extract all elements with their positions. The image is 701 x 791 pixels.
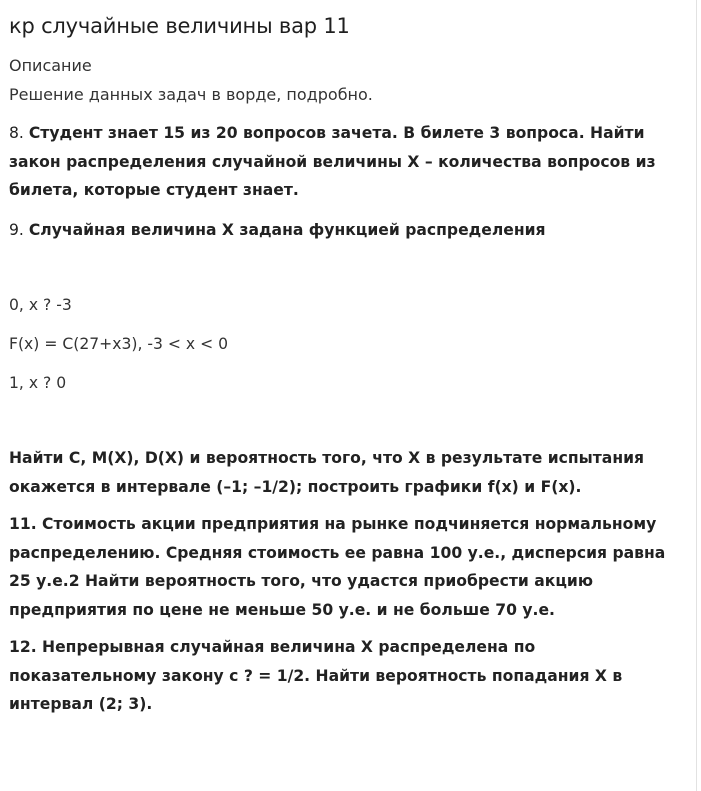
task-9	[9, 216, 688, 245]
task-8-number: 8.	[9, 124, 24, 142]
task-11: 11. Стоимость акции предприятия на рынке подчиняется нормальному распределению. Средняя стоимость ее равна 100 у.е., дисперсия равна 25 у.е.2 Найти вероятность того, что удастся приобрести акцию предприятия по цене не меньше 50 у.е. и не больше 70 у.е.	[9, 515, 666, 619]
description-label: Описание	[9, 56, 92, 75]
task-12: 12. Непрерывная случайная величина Х распределена по показательному закону с ? = 1/2. Найти вероятность попадания Х в интервал (2; 3).	[9, 638, 623, 713]
task-8-text: Студент знает 15 из 20 вопросов зачета. В билете 3 вопроса. Найти закон распределения случайной величины Х – количества вопросов из билета, которые студент знает.	[9, 124, 656, 199]
task-9-text: Случайная величина Х задана функцией распределения	[28, 220, 546, 239]
formula-line-3: 1, x ? 0	[9, 374, 67, 392]
description-text: Решение данных задач в ворде, подробно.	[9, 85, 373, 104]
formula-line-1: 0, x ? -3	[9, 296, 72, 314]
formula-line-2: F(x) = C(27+x3), -3 < x < 0	[9, 335, 229, 353]
task-8	[9, 119, 688, 205]
page-title: кр случайные величины вар 11	[9, 14, 350, 38]
task-9-followup: Найти С, M(X), D(X) и вероятность того, что Х в результате испытания окажется в интервале (–1; –1/2); построить графики f(x) и F(x).	[9, 449, 645, 496]
task-9-number: 9.	[9, 220, 24, 239]
